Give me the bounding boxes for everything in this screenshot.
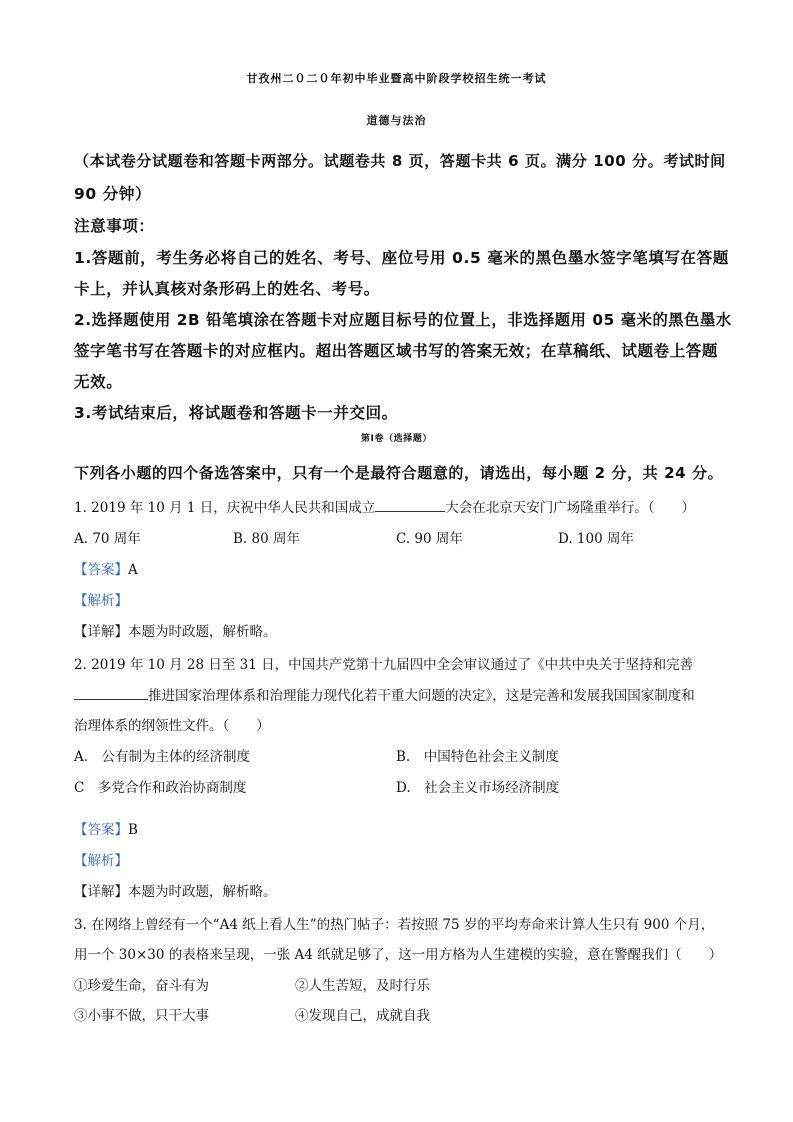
q2-stem-line-2-text: 推进国家治理体系和治理能力现代化若干重大问题的决定》，这是完善和发展我国国家制度和 xyxy=(148,688,695,704)
q2-detail xyxy=(74,880,277,900)
q1-option-c: C. 90 周年 xyxy=(396,531,463,547)
q1-option-a: A. 70 周年 xyxy=(74,531,141,547)
q3-item-1: ①珍爱生命，奋斗有为 xyxy=(74,978,209,994)
q1-detail-text: 本题为时政题，解析略。 xyxy=(128,624,277,640)
q2-answer-value: B xyxy=(128,822,138,838)
q1-answer-value: A xyxy=(128,562,138,578)
q2-detail-text: 本题为时政题，解析略。 xyxy=(128,884,277,900)
section-instruction: 下列各小题的四个备选答案中，只有一个是最符合题意的，请选出，每小题 2 分，共 24 分。 xyxy=(74,464,724,482)
q2-analysis-tag: 【解析】 xyxy=(74,853,128,869)
q1-stem xyxy=(74,496,695,516)
notice-2-line-3: 无效。 xyxy=(74,373,123,391)
q1-stem-after: 大会在北京天安门广场隆重举行。（ ） xyxy=(445,500,696,516)
q1-stem-before: 1. 2019 年 10 月 1 日，庆祝中华人民共和国成立 xyxy=(74,500,376,516)
q3-stem-line-2: 用一个 30×30 的表格来呈现，一张 A4 纸就足够了，这一用方格为人生建模的实验，意在警醒我们（ ） xyxy=(74,947,723,963)
notice-1-line-1: 1.答题前，考生务必将自己的姓名、考号、座位号用 0.5 毫米的黑色墨水签字笔填写在答题 xyxy=(74,249,729,267)
q2-answer-blank xyxy=(74,687,148,700)
q1-answer-blank xyxy=(375,499,445,512)
q2-option-d: D. 社会主义市场经济制度 xyxy=(396,780,560,796)
notice-3: 3.考试结束后，将试题卷和答题卡一并交回。 xyxy=(74,404,398,422)
q2-answer xyxy=(74,818,138,838)
q2-stem-line-3: 治理体系的纲领性文件。（ ） xyxy=(74,718,270,734)
paper-info-line-2: 90 分钟） xyxy=(74,185,152,203)
q3-item-2: ②人生苦短，及时行乐 xyxy=(295,978,430,994)
notice-2-line-1: 2.选择题使用 2B 铅笔填涂在答题卡对应题目标号的位置上，非选择题用 05 毫米的黑色墨水 xyxy=(74,311,732,329)
q1-analysis-tag: 【解析】 xyxy=(74,593,128,609)
q1-detail xyxy=(74,620,277,640)
q2-option-c: C 多党合作和政治协商制度 xyxy=(74,780,247,796)
section-title: 第Ⅰ卷（选择题） xyxy=(360,434,433,444)
q2-option-a: A. 公有制为主体的经济制度 xyxy=(74,749,251,765)
q1-detail-tag: 【详解】 xyxy=(74,624,128,640)
q2-option-b: B. 中国特色社会主义制度 xyxy=(396,749,559,765)
q1-option-b: B. 80 周年 xyxy=(233,531,300,547)
notice-title: 注意事项： xyxy=(74,217,155,235)
paper-info-line-1: （本试卷分试题卷和答题卡两部分。试题卷共 8 页，答题卡共 6 页。满分 100 分。考试时间 xyxy=(74,152,726,170)
q1-answer xyxy=(74,558,138,578)
q2-answer-tag: 【答案】 xyxy=(74,822,128,838)
q3-item-4: ④发现自己，成就自我 xyxy=(295,1008,430,1024)
q3-item-3: ③小事不做，只干大事 xyxy=(74,1008,209,1024)
q3-stem-line-1: 3. 在网络上曾经有一个“A4 纸上看人生”的热门帖子：若按照 75 岁的平均寿命来计算人生只有 900 个月， xyxy=(74,917,715,933)
q2-stem-line-2 xyxy=(74,684,695,704)
q1-answer-tag: 【答案】 xyxy=(74,562,128,578)
notice-2-line-2: 签字笔书写在答题卡的对应框内。超出答题区域书写的答案无效；在草稿纸、试题卷上答题 xyxy=(74,342,719,360)
q2-stem-line-1: 2. 2019 年 10 月 28 日至 31 日，中国共产党第十九届四中全会审议通过了《中共中央关于坚持和完善 xyxy=(74,657,694,673)
q2-detail-tag: 【详解】 xyxy=(74,884,128,900)
subject-title: 道德与法治 xyxy=(366,114,427,127)
q1-option-d: D. 100 周年 xyxy=(558,531,634,547)
exam-title: 甘孜州二０二０年初中毕业暨高中阶段学校招生统一考试 xyxy=(246,72,547,85)
notice-1-line-2: 卡上，并认真核对条形码上的姓名、考号。 xyxy=(74,280,380,298)
